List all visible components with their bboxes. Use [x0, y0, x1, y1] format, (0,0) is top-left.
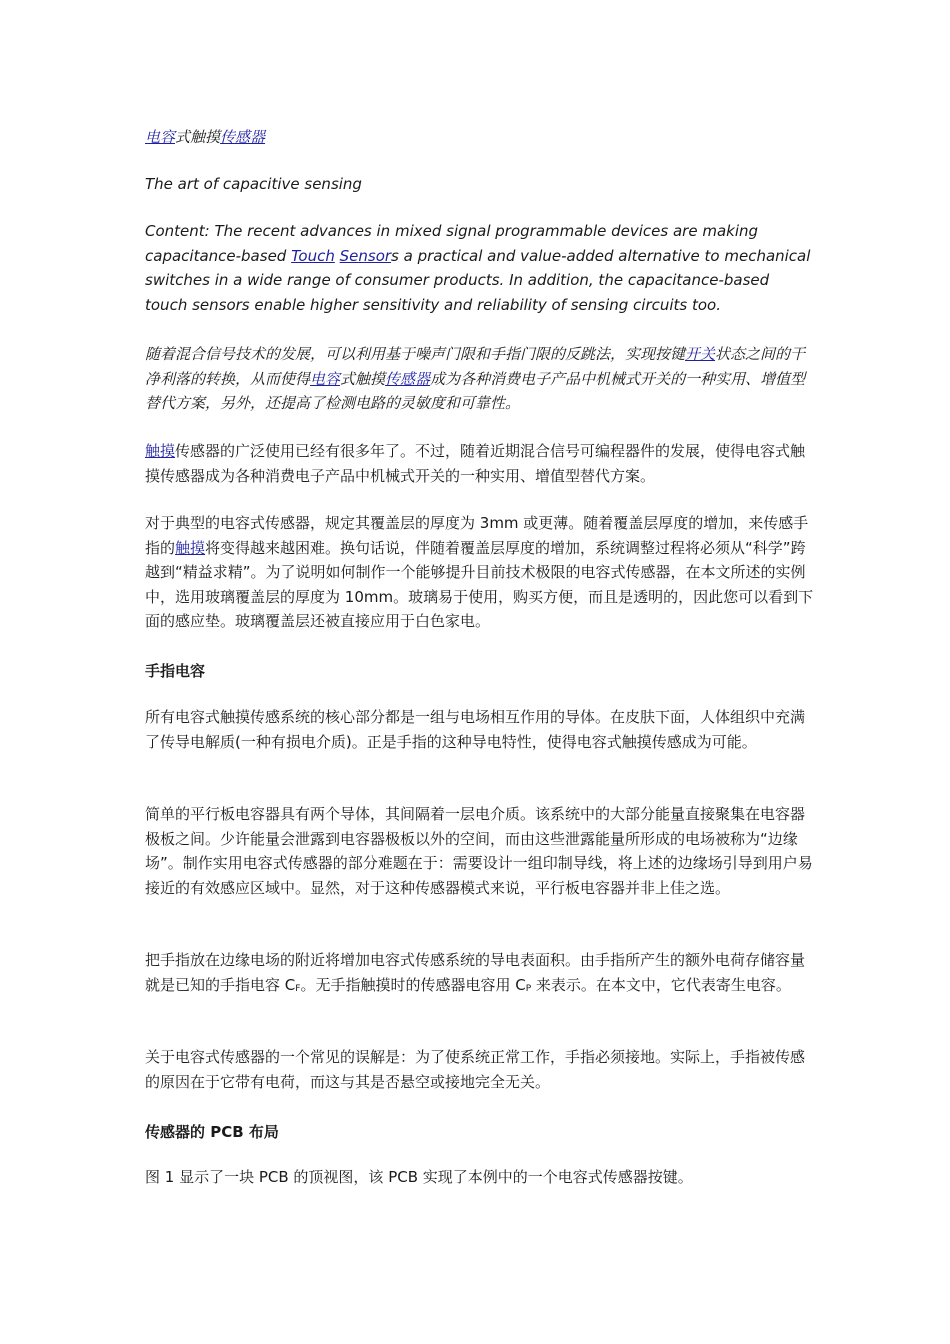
subscript-f: F	[295, 983, 301, 994]
abstract-en-text: Content: The recent advances in mixed signal programmable devices are making capacitance-based	[145, 222, 759, 265]
paragraph-text: 对于典型的电容式传感器，规定其覆盖层的厚度为 3mm 或更薄。随着覆盖层厚度的增加，来传感手指的	[145, 514, 809, 557]
subscript-p: P	[525, 983, 532, 994]
section-heading-pcb-layout: 传感器的 PCB 布局	[145, 1123, 279, 1141]
abstract-en-text: s a practical and value-added alternative to mechanical switches in a wide range of consumer products. In addition, the capacitance-based touch sensors enable higher sensitivity and reliability of sensing circuits too.	[145, 246, 811, 314]
title-text: 式触摸	[175, 128, 221, 146]
paragraph-4: 简单的平行板电容器具有两个导体，其间隔着一层电介质。该系统中的大部分能量直接聚集在电容器极板之间。少许能量会泄露到电容器极板以外的空间，而由这些泄露能量所形成的电场被称为“边缘场”。制作实用电容式传感器的部分难题在于：需要设计一组印制导线，将上述的边缘场引导到用户易接近的有效感应区域中。显然，对于这种传感器模式来说，平行板电容器并非上佳之选。	[145, 805, 813, 897]
paragraph-text: 来表示。在本文中，它代表寄生电容。	[531, 975, 791, 994]
link-switch[interactable]: 开关	[685, 345, 716, 363]
section-heading-finger-capacitance: 手指电容	[145, 662, 206, 680]
paragraph-6: 关于电容式传感器的一个常见的误解是：为了使系统正常工作，手指必须接地。实际上，手指被传感的原因在于它带有电荷，而这与其是否悬空或接地完全无关。	[145, 1048, 806, 1091]
paragraph-3: 所有电容式触摸传感系统的核心部分都是一组与电场相互作用的导体。在皮肤下面，人体组织中充满了传导电解质(一种有损电介质)。正是手指的这种导电特性，使得电容式触摸传感成为可能。	[145, 708, 806, 751]
doc-subtitle: The art of capacitive sensing	[145, 175, 362, 193]
chinese-abstract	[145, 342, 815, 416]
paragraph-1	[145, 439, 815, 488]
abstract-zh-text: 成为各种消费电子产品中机械式开关的一种实用、增值型替代方案，另外，还提高了检测电路的灵敏度和可靠性。	[145, 369, 806, 412]
abstract-zh-text: 随着混合信号技术的发展，可以利用基于噪声门限和手指门限的反跳法，实现按键	[145, 345, 686, 363]
link-capacitance[interactable]: 电容	[310, 369, 341, 388]
doc-title	[145, 125, 815, 150]
paragraph-text: 传感器的广泛使用已经有很多年了。不过，随着近期混合信号可编程器件的发展，使得电容式触摸传感器成为各种消费电子产品中机械式开关的一种实用、增值型替代方案。	[145, 442, 806, 485]
link-touch-zh[interactable]: 触摸	[145, 442, 176, 460]
paragraph-5	[145, 948, 815, 1001]
title-link-capacitance[interactable]: 电容	[145, 128, 176, 146]
paragraph-2	[145, 511, 815, 634]
link-touch-zh-2[interactable]: 触摸	[175, 538, 206, 557]
paragraph-text: 把手指放在边缘电场的附近将增加电容式传感系统的导电表面积。由手指所产生的额外电荷存储容量就是已知的手指电容 C	[145, 951, 806, 994]
paragraph-text: 将变得越来越困难。换句话说，伴随着覆盖层厚度的增加，系统调整过程将必须从“科学”跨越到“精益求精”。为了说明如何制作一个能够提升目前技术极限的电容式传感器，在本文所述的实例中，选用玻璃覆盖层的厚度为 10mm。玻璃易于使用，购买方便，而且是透明的，因此您可以看到下面的感应垫。玻璃覆盖层还被直接应用于白色家电。	[145, 538, 814, 630]
link-sensor-zh[interactable]: 传感器	[385, 369, 431, 388]
paragraph-text: 。无手指触摸时的传感器电容用 C	[300, 975, 526, 994]
link-touch[interactable]: Touch	[291, 246, 335, 265]
link-sensor[interactable]: Sensor	[339, 246, 392, 265]
abstract-zh-text: 式触摸	[340, 369, 386, 388]
paragraph-7: 图 1 显示了一块 PCB 的顶视图，该 PCB 实现了本例中的一个电容式传感器按键。	[145, 1168, 693, 1186]
title-link-sensor[interactable]: 传感器	[220, 128, 266, 146]
english-abstract	[145, 219, 815, 317]
abstract-zh-text: 状态之间的干净利落的转换，从而使得	[145, 345, 806, 388]
